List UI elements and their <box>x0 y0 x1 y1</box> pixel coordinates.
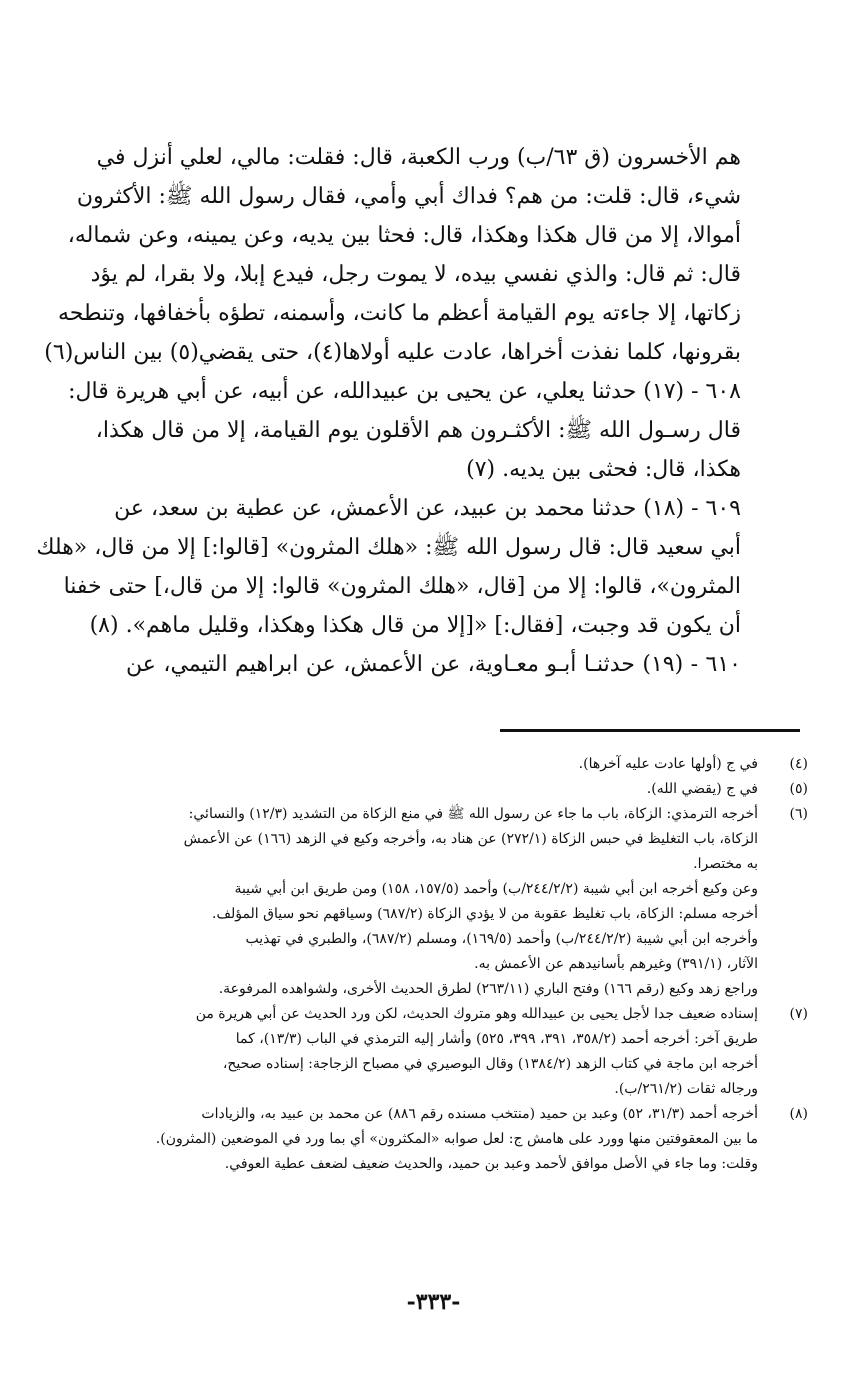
main-text-line: بقرونها، كلما نفذت أخراها، عادت عليه أولاها(٤)، حتى يقضي(٥) بين الناس(٦) <box>44 340 741 365</box>
footnote-line: ما بين المعقوفتين منها وورد على هامش ج: لعل صوابه «المكثرون» أي بما ورد في الموضعين (المثرون). <box>155 1131 758 1147</box>
main-text-line: زكاتها، إلا جاءته يوم القيامة أعظم ما كانت، وأسمنه، تطؤه بأخفافها، وتنطحه <box>57 301 741 326</box>
hadith-609-line: ٦٠٩ - (١٨) حدثنا محمد بن عبيد، عن الأعمش، عن عطية بن سعد، عن <box>114 496 741 521</box>
main-text-line: المثرون»، قالوا: إلا من [قال، «هلك المثرون» قالوا: إلا من قال،] حتى خفنا <box>63 574 741 599</box>
footnote-line: ورجاله ثقات (٢٦١/٢/ب). <box>614 1081 758 1097</box>
page-number: -٣٣٣- <box>406 1289 461 1315</box>
footnote-line: الزكاة، باب التغليظ في حبس الزكاة (٢٧٢/١) عن هناد به، وأخرجه وكيع في الزهد (١٦٦) عن الأعمش <box>183 831 758 847</box>
main-text <box>36 138 741 684</box>
footnote-number: (٥) <box>789 781 808 797</box>
footnote-7 <box>128 1002 808 1102</box>
footnote-line: وعن وكيع أخرجه ابن أبي شيبة (٢٤٤/٢/٢/ب) وأحمد (١٥٧/٥، ١٥٨) ومن طريق ابن أبي شيبة <box>234 881 758 897</box>
footnote-line: إسناده ضعيف جدا لأجل يحيى بن عبيدالله وهو متروك الحديث، لكن ورد الحديث عن أبي هريرة من <box>195 1006 758 1022</box>
footnote-6-continuation <box>128 877 808 927</box>
hadith-608-line: ٦٠٨ - (١٧) حدثنا يعلي، عن يحيى بن عبيدالله، عن أبيه، عن أبي هريرة قال: <box>68 379 741 404</box>
footnote-number: (٤) <box>789 756 808 772</box>
main-text-line: أموالا، إلا من قال هكذا وهكذا، قال: فحثا بين يديه، وعن يمينه، وعن شماله، <box>67 223 741 248</box>
footnote-number: (٧) <box>789 1006 808 1022</box>
footnote-line: أخرجه الترمذي: الزكاة، باب ما جاء عن رسول الله ﷺ في منع الزكاة من التشديد (١٢/٣) والنسائي: <box>188 806 758 822</box>
footnote-4 <box>128 752 808 777</box>
footnote-line: وأخرجه ابن أبي شيبة (٢٤٤/٢/٢/ب) وأحمد (١٦٩/٥)، ومسلم (٦٨٧/٢)، والطبري في تهذيب <box>245 931 758 947</box>
footnote-line: في ج (يقضي الله). <box>646 781 758 797</box>
main-text-line: قال رسـول الله ﷺ: الأكثـرون هم الأقلون يوم القيامة، إلا من قال هكذا، <box>95 418 741 443</box>
footnote-5 <box>128 777 808 802</box>
footnote-line: به مختصرا. <box>693 856 758 872</box>
footnote-number: (٨) <box>789 1106 808 1122</box>
footnote-separator <box>500 729 800 732</box>
footnote-line: وراجع زهد وكيع (رقم ١٦٦) وفتح الباري (٢٦٣/١١) لطرق الحديث الأخرى، ولشواهده المرفوعة. <box>218 981 758 997</box>
main-text-line: هم الأخسرون (ق ٦٣/ب) ورب الكعبة، قال: فقلت: مالي، لعلي أنزل في <box>96 145 741 170</box>
main-text-line: هكذا، قال: فحثى بين يديه. (٧) <box>466 457 741 482</box>
footnotes <box>128 752 808 1177</box>
hadith-610-line: ٦١٠ - (١٩) حدثنـا أبـو معـاوية، عن الأعمش، عن ابراهيم التيمي، عن <box>126 652 741 677</box>
footnote-8 <box>128 1102 808 1177</box>
main-text-line: قال: ثم قال: والذي نفسي بيده، لا يموت رجل، فيدع إبلا، ولا بقرا، لم يؤد <box>90 262 741 287</box>
main-text-line: أبي سعيد قال: قال رسول الله ﷺ: «هلك المثرون» [قالوا:] إلا من قال، «هلك <box>36 535 741 560</box>
footnote-6 <box>128 802 808 877</box>
footnote-line: أخرجه مسلم: الزكاة، باب تغليظ عقوبة من لا يؤدي الزكاة (٦٨٧/٢) وسياقهم نحو سياق المؤلف. <box>212 906 758 922</box>
footnote-line: وقلت: وما جاء في الأصل موافق لأحمد وعبد بن حميد، والحديث ضعيف لضعف عطية العوفي. <box>224 1156 758 1172</box>
footnote-line: طريق آخر: أخرجه أحمد (٣٥٨/٢، ٣٩١، ٣٩٩، ٥٢٥) وأشار إليه الترمذي في الباب (١٣/٣)، كما <box>235 1031 758 1047</box>
footnote-line: في ج (أولها عادت عليه آخرها). <box>578 756 758 772</box>
footnote-number: (٦) <box>789 806 808 822</box>
footnote-line: أخرجه ابن ماجة في كتاب الزهد (١٣٨٤/٢) وقال البوصيري في مصباح الزجاجة: إسناده صحيح، <box>222 1056 758 1072</box>
footnote-6-continuation <box>128 927 808 977</box>
main-text-line: شيء، قال: قلت: من هم؟ فداك أبي وأمي، فقال رسول الله ﷺ: الأكثرون <box>76 184 741 209</box>
footnote-6-continuation <box>128 977 808 1002</box>
footnote-line: الآثار، (٣٩١/١) وغيرهم بأسانيدهم عن الأعمش به. <box>474 956 758 972</box>
footnote-line: أخرجه أحمد (٣١/٣، ٥٢) وعبد بن حميد (منتخب مسنده رقم ٨٨٦) عن محمد بن عبيد به، والزيادات <box>201 1106 758 1122</box>
main-text-line: أن يكون قد وجبت، [فقال:] «[إلا من قال هكذا وهكذا، وقليل ماهم». (٨) <box>89 613 741 638</box>
